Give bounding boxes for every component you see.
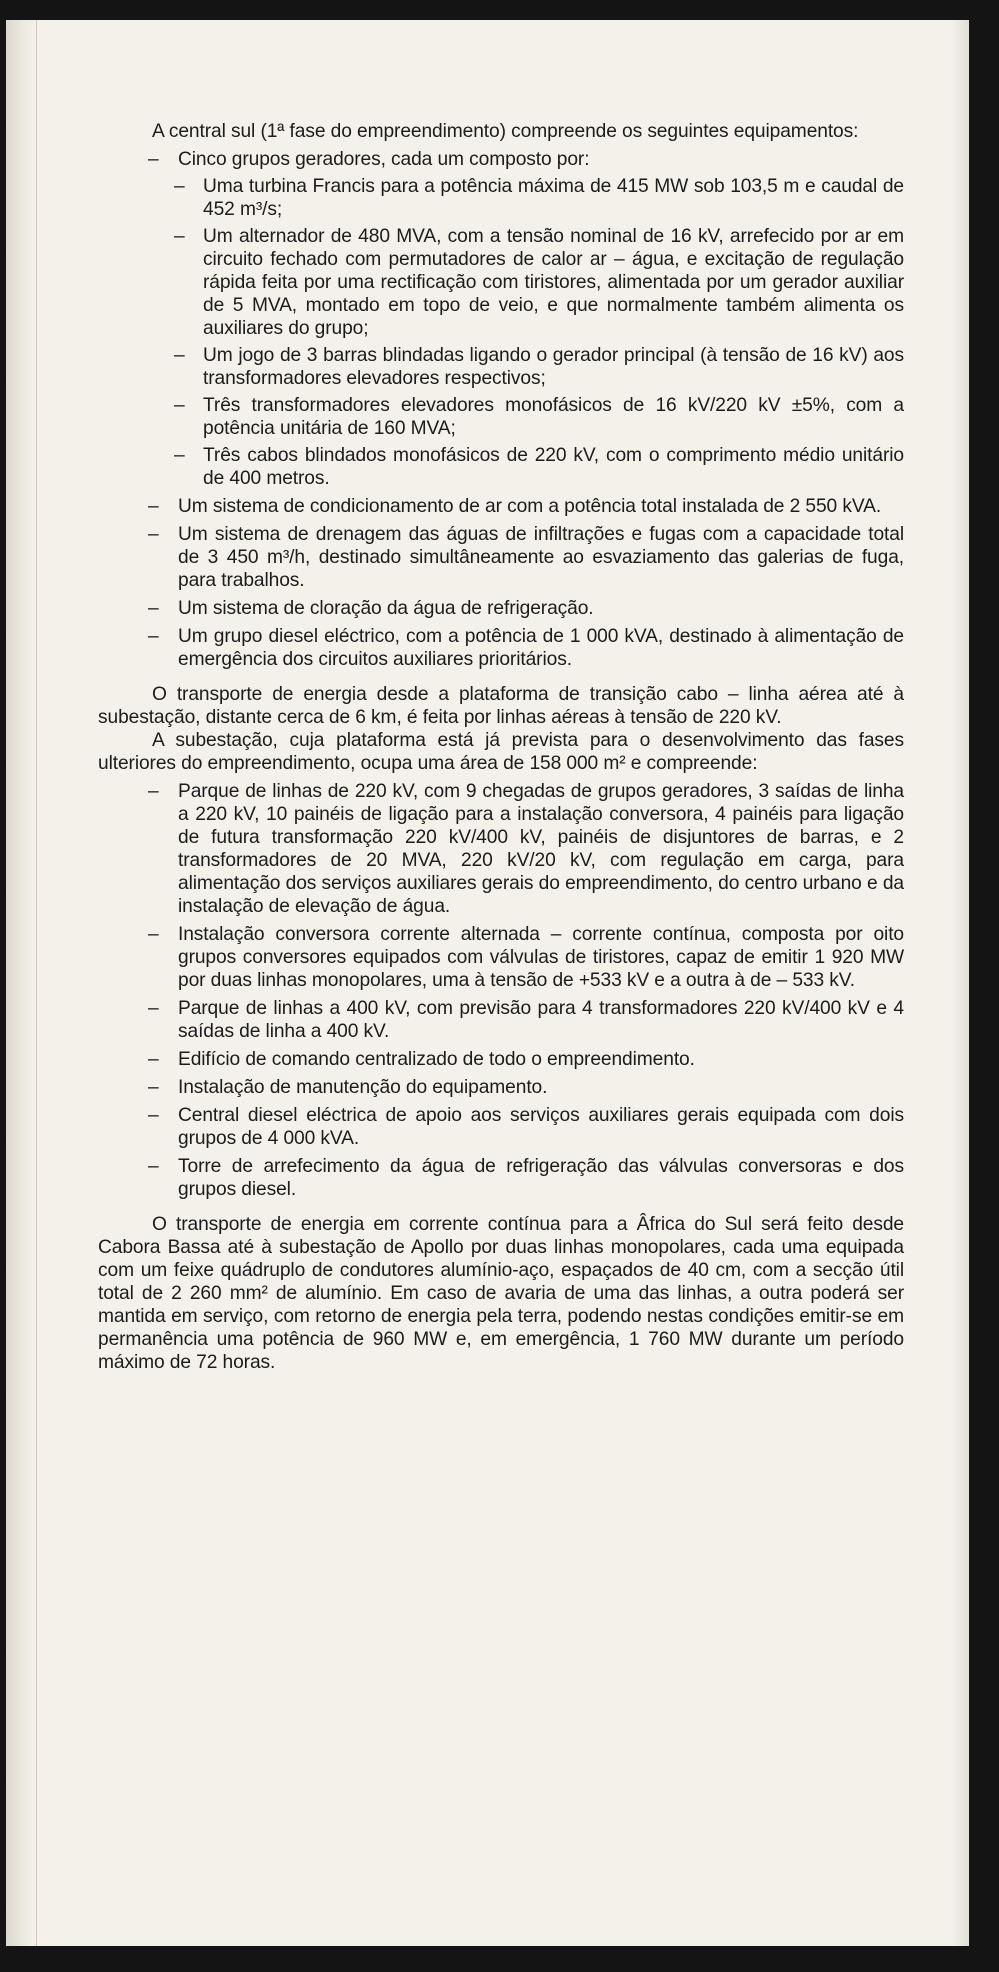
dc-transport-paragraph: O transporte de energia em corrente contínua para a Âfrica do Sul será feito desde Cabora Bassa até à subestação de Apollo por duas linhas monopolares, cada uma equipada com um feixe quádruplo de condutores alumínio-aço, espaçados de 40 cm, com a secção útil total de 2 260 mm² de alumínio. Em caso de avaria de uma das linhas, a outra poderá ser mantida em serviço, com retorno de energia pela terra, podendo nestas condições emitir-se em permanência uma potência de 960 MW e, em emergência, 1 760 MW durante um período máximo de 72 horas. xyxy=(98,1214,904,1373)
list-item: – Um sistema de cloração da água de refrigeração. xyxy=(98,597,904,620)
list-item: – Um jogo de 3 barras blindadas ligando o gerador principal (à tensão de 16 kV) aos transformadores elevadores respectivos; xyxy=(98,344,904,390)
list-item: – Um sistema de condicionamento de ar com a potência total instalada de 2 550 kVA. xyxy=(98,495,904,518)
list-item: – Edifício de comando centralizado de todo o empreendimento. xyxy=(98,1048,904,1071)
page-edge-shadow xyxy=(951,20,969,1946)
equipment-list xyxy=(98,148,904,671)
page-spine xyxy=(6,20,37,1946)
transport-paragraph: O transporte de energia desde a plataforma de transição cabo – linha aérea até à subestação, distante cerca de 6 km, é feita por linhas aéreas à tensão de 220 kV. xyxy=(98,684,904,728)
document-page xyxy=(6,20,969,1946)
list-item: – Instalação de manutenção do equipamento. xyxy=(98,1076,904,1099)
list-item: – Torre de arrefecimento da água de refrigeração das válvulas conversoras e dos grupos diesel. xyxy=(98,1155,904,1201)
list-item: – Uma turbina Francis para a potência máxima de 415 MW sob 103,5 m e caudal de 452 m³/s; xyxy=(98,175,904,221)
list-item: – Um grupo diesel eléctrico, com a potência de 1 000 kVA, destinado à alimentação de emergência dos circuitos auxiliares prioritários. xyxy=(98,625,904,671)
list-item: – Três cabos blindados monofásicos de 220 kV, com o comprimento médio unitário de 400 metros. xyxy=(98,444,904,490)
generator-group-components xyxy=(178,175,904,490)
list-item: – Parque de linhas de 220 kV, com 9 chegadas de grupos geradores, 3 saídas de linha a 220 kV, 10 painéis de ligação para a instalação conversora, 4 painéis para ligação de futura transformação 220 kV/400 kV, painéis de disjuntores de barras, e 2 transformadores de 20 MVA, 220 kV/20 kV, com regulação em carga, para alimentação dos serviços auxiliares gerais do empreendimento, do centro urbano e da instalação de elevação de água. xyxy=(98,780,904,918)
generator-groups-heading: Cinco grupos geradores, cada um composto por: xyxy=(178,149,590,170)
list-item-generator-groups xyxy=(98,148,904,490)
substation-paragraph: A subestação, cuja plataforma está já prevista para o desenvolvimento das fases ulteriores do empreendimento, ocupa uma área de 158 000 m² e compreende: xyxy=(98,730,904,774)
list-item: – Um alternador de 480 MVA, com a tensão nominal de 16 kV, arrefecido por ar em circuito fechado com permutadores de calor ar – água, e excitação de regulação rápida feita por uma rectificação com tiristores, alimentada por um gerador auxiliar de 5 MVA, montado em topo de veio, e que normalmente também alimenta os auxiliares do grupo; xyxy=(98,225,904,340)
list-item: – Parque de linhas a 400 kV, com previsão para 4 transformadores 220 kV/400 kV e 4 saídas de linha a 400 kV. xyxy=(98,997,904,1043)
list-item: – Central diesel eléctrica de apoio aos serviços auxiliares gerais equipada com dois grupos de 4 000 kVA. xyxy=(98,1104,904,1150)
list-item: – Três transformadores elevadores monofásicos de 16 kV/220 kV ±5%, com a potência unitária de 160 MVA; xyxy=(98,394,904,440)
list-item: – Instalação conversora corrente alternada – corrente contínua, composta por oito grupos conversores equipados com válvulas de tiristores, capaz de emitir 1 920 MW por duas linhas monopolares, uma à tensão de +533 kV e a outra à de – 533 kV. xyxy=(98,923,904,992)
list-item: – Um sistema de drenagem das águas de infiltrações e fugas com a capacidade total de 3 450 m³/h, destinado simultâneamente ao esvaziamento das galerias de fuga, para trabalhos. xyxy=(98,523,904,592)
document-body xyxy=(98,120,904,1374)
substation-list xyxy=(98,780,904,1201)
intro-paragraph: A central sul (1ª fase do empreendimento) compreende os seguintes equipamentos: xyxy=(152,121,859,142)
